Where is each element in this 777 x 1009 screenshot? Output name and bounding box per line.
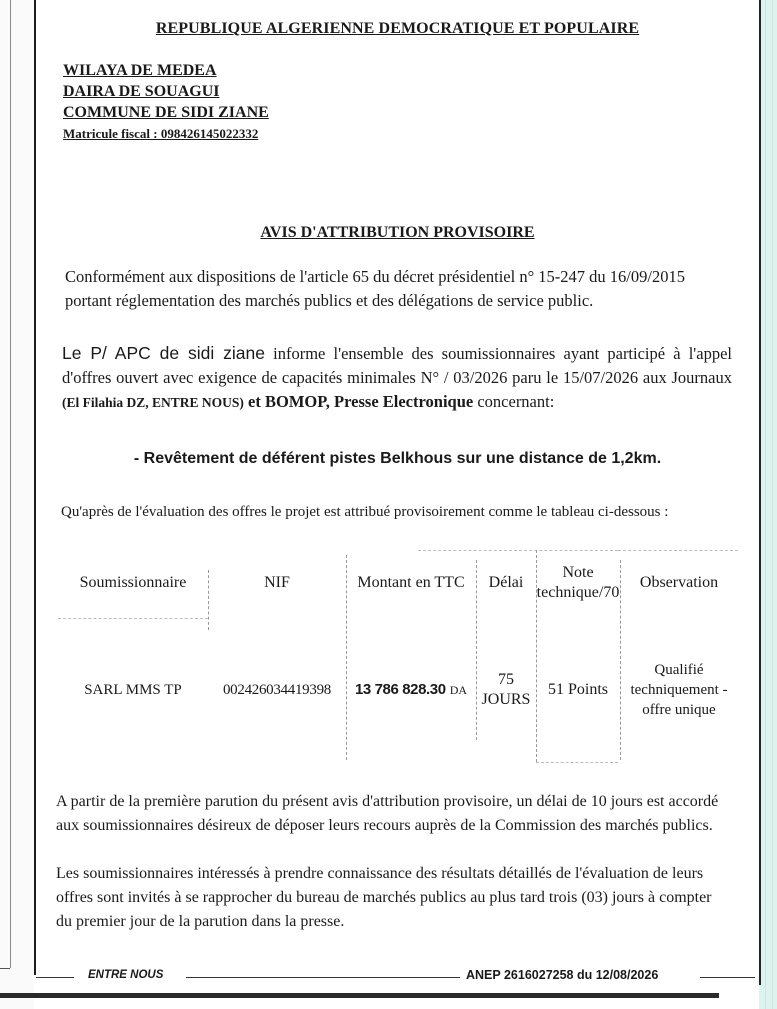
header-observation: Observation bbox=[639, 574, 719, 591]
publication-name: ENTRE NOUS bbox=[88, 969, 164, 981]
header-note: Note technique/70 bbox=[536, 564, 620, 601]
recourse-paragraph: A partir de la première parution du présent avis d'attribution provisoire, un délai de 10 jours est accordé aux soumissionnaires désireux de déposer leurs recours auprès de la Commission des marchés publics. bbox=[56, 793, 719, 834]
anep-reference: ANEP 2616027258 du 12/08/2026 bbox=[466, 968, 659, 982]
wilaya-line: WILAYA DE MEDEA bbox=[63, 62, 217, 79]
attribution-table bbox=[58, 540, 738, 770]
apc-name: Le P/ APC de sidi ziane bbox=[62, 343, 265, 363]
page-edge-foot bbox=[0, 968, 10, 969]
evaluation-paragraph: Qu'après de l'évaluation des offres le projet est attribué provisoirement comme le tableau ci-dessous : bbox=[61, 504, 669, 520]
announcement-text-3: concernant: bbox=[473, 392, 555, 411]
matricule-line: Matricule fiscal : 098426145022332 bbox=[63, 126, 259, 141]
notice-title: AVIS D'ATTRIBUTION PROVISOIRE bbox=[260, 224, 535, 241]
page-edge-inner bbox=[0, 0, 11, 968]
announcement-paragraph bbox=[62, 341, 732, 415]
notice-document bbox=[36, 0, 759, 985]
cell-nif: 002426034419398 bbox=[222, 682, 331, 698]
header-delai: Délai bbox=[488, 574, 524, 591]
bomop-name: BOMOP, Presse Electronique bbox=[264, 392, 474, 411]
announcement-text-2: et bbox=[243, 392, 265, 411]
republic-heading: REPUBLIQUE ALGERIENNE DEMOCRATIQUE ET POPULAIRE bbox=[155, 20, 640, 37]
cell-montant bbox=[346, 650, 476, 730]
page-edge-left bbox=[0, 0, 34, 1009]
page-edge-right bbox=[759, 0, 777, 1009]
consultation-paragraph: Les soumissionnaires intéressés à prendre connaissance des résultats détaillés de l'évaluation de leurs offres sont invités à se rapprocher du bureau de marchés publics au plus tard trois (03) jours à compter du premier jour de la parution dans la presse. bbox=[56, 865, 712, 930]
project-object: - Revêtement de déférent pistes Belkhous sur une distance de 1,2km. bbox=[133, 450, 662, 467]
administration-block bbox=[63, 60, 269, 144]
table-rule bbox=[536, 762, 618, 763]
montant-value: 13 786 828.30 bbox=[354, 681, 446, 698]
header-soumissionnaire: Soumissionnaire bbox=[79, 574, 187, 591]
table-rule bbox=[618, 550, 738, 551]
cell-delai: 75 JOURS bbox=[481, 671, 531, 708]
frame-right bbox=[759, 0, 761, 985]
table-rule bbox=[58, 618, 208, 619]
daira-line: DAIRA DE SOUAGUI bbox=[63, 83, 220, 100]
journals-names: (El Filahia DZ, ENTRE NOUS) bbox=[62, 395, 244, 410]
footer-rule bbox=[700, 977, 755, 978]
cell-observation: Qualifié techniquement -offre unique bbox=[630, 662, 728, 718]
bottom-bar bbox=[0, 993, 719, 998]
announcement-text-1: informe l'ensemble des soumissionnaires ayant participé à l'appel d'offres ouvert avec exigence de capacités minimales N° / 03/2026 paru le 15/07/2026 aux Journaux bbox=[62, 344, 732, 387]
table-rule bbox=[418, 550, 618, 551]
footer-rule bbox=[186, 977, 460, 978]
footer-rule bbox=[36, 977, 74, 978]
header-nif: NIF bbox=[264, 574, 290, 591]
legal-reference-paragraph: Conformément aux dispositions de l'article 65 du décret présidentiel n° 15-247 du 16/09/2015 portant réglementation des marchés publics et des délégations de service public. bbox=[65, 267, 685, 310]
commune-line: COMMUNE DE SIDI ZIANE bbox=[63, 104, 269, 121]
cell-note: 51 Points bbox=[547, 681, 608, 698]
header-montant: Montant en TTC bbox=[357, 574, 465, 591]
footer-strip bbox=[36, 969, 759, 989]
montant-unit: DA bbox=[449, 683, 468, 697]
cell-soumissionnaire: SARL MMS TP bbox=[84, 682, 182, 698]
